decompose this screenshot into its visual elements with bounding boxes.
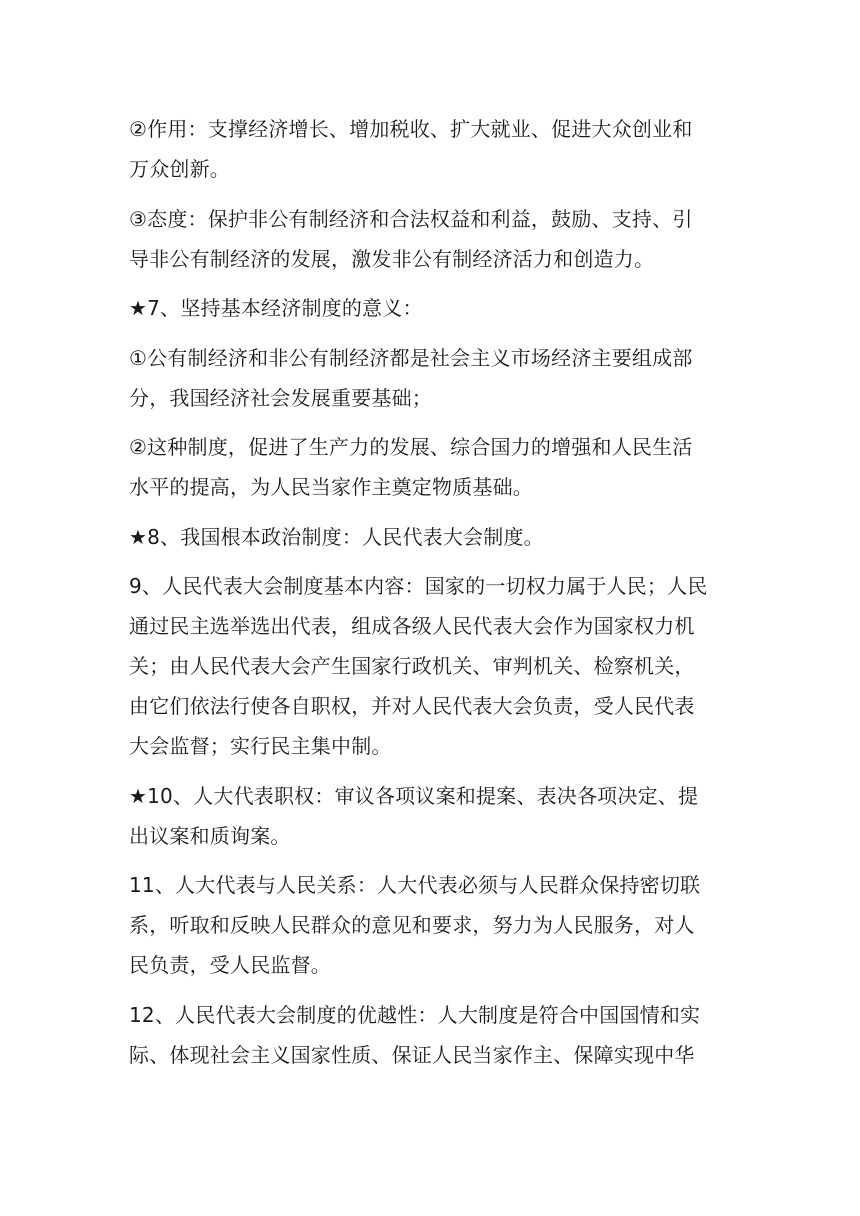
text-line: 分，我国经济社会发展重要基础； bbox=[129, 385, 432, 410]
text-line: 通过民主选举选出代表，组成各级人民代表大会作为国家权力机 bbox=[129, 614, 695, 638]
paragraph-attitude bbox=[129, 199, 731, 279]
text-line: ①公有制经济和非公有制经济都是社会主义市场经济主要组成部 bbox=[129, 345, 693, 370]
text-line: 9、人民代表大会制度基本内容：国家的一切权力属于人民；人民 bbox=[129, 574, 708, 598]
text-line: ★7、坚持基本经济制度的意义： bbox=[129, 296, 423, 320]
text-line: ②作用：支撑经济增长、增加税收、扩大就业、促进大众创业和 bbox=[129, 117, 693, 141]
text-line: 万众创新。 bbox=[129, 157, 230, 181]
paragraph-point-9 bbox=[129, 566, 731, 766]
text-line: ②这种制度，促进了生产力的发展、综合国力的增强和人民生活 bbox=[129, 435, 693, 459]
heading-point-7 bbox=[129, 288, 731, 328]
text-line: 水平的提高，为人民当家作主奠定物质基础。 bbox=[129, 475, 533, 499]
text-line: 际、体现社会主义国家性质、保证人民当家作主、保障实现中华 bbox=[129, 1042, 695, 1067]
paragraph-point-7-item-2 bbox=[129, 427, 731, 507]
paragraph-point-10 bbox=[129, 776, 731, 856]
text-line: 关；由人民代表大会产生国家行政机关、审判机关、检察机关， bbox=[129, 654, 695, 678]
text-line: 大会监督；实行民主集中制。 bbox=[129, 734, 392, 758]
paragraph-point-12 bbox=[129, 995, 731, 1075]
text-line: 系，听取和反映人民群众的意见和要求，努力为人民服务，对人 bbox=[129, 913, 695, 937]
heading-point-8 bbox=[129, 517, 731, 557]
text-line: 12、人民代表大会制度的优越性：人大制度是符合中国国情和实 bbox=[129, 1002, 701, 1027]
text-line: 由它们依法行使各自职权，并对人民代表大会负责，受人民代表 bbox=[129, 694, 695, 718]
text-line: 11、人大代表与人民关系：人大代表必须与人民群众保持密切联 bbox=[129, 873, 701, 897]
paragraph-role bbox=[129, 109, 731, 189]
text-line: ★10、人大代表职权：审议各项议案和提案、表决各项决定、提 bbox=[129, 783, 699, 808]
text-line: ③态度：保护非公有制经济和合法权益和利益，鼓励、支持、引 bbox=[129, 206, 693, 231]
text-line: 民负责，受人民监督。 bbox=[129, 953, 331, 977]
text-line: 导非公有制经济的发展，激发非公有制经济活力和创造力。 bbox=[129, 246, 655, 271]
paragraph-point-11 bbox=[129, 865, 731, 985]
text-line: 出议案和质询案。 bbox=[129, 823, 291, 848]
document-body bbox=[129, 109, 731, 1084]
paragraph-point-7-item-1 bbox=[129, 338, 731, 418]
text-line: ★8、我国根本政治制度：人民代表大会制度。 bbox=[129, 524, 544, 549]
